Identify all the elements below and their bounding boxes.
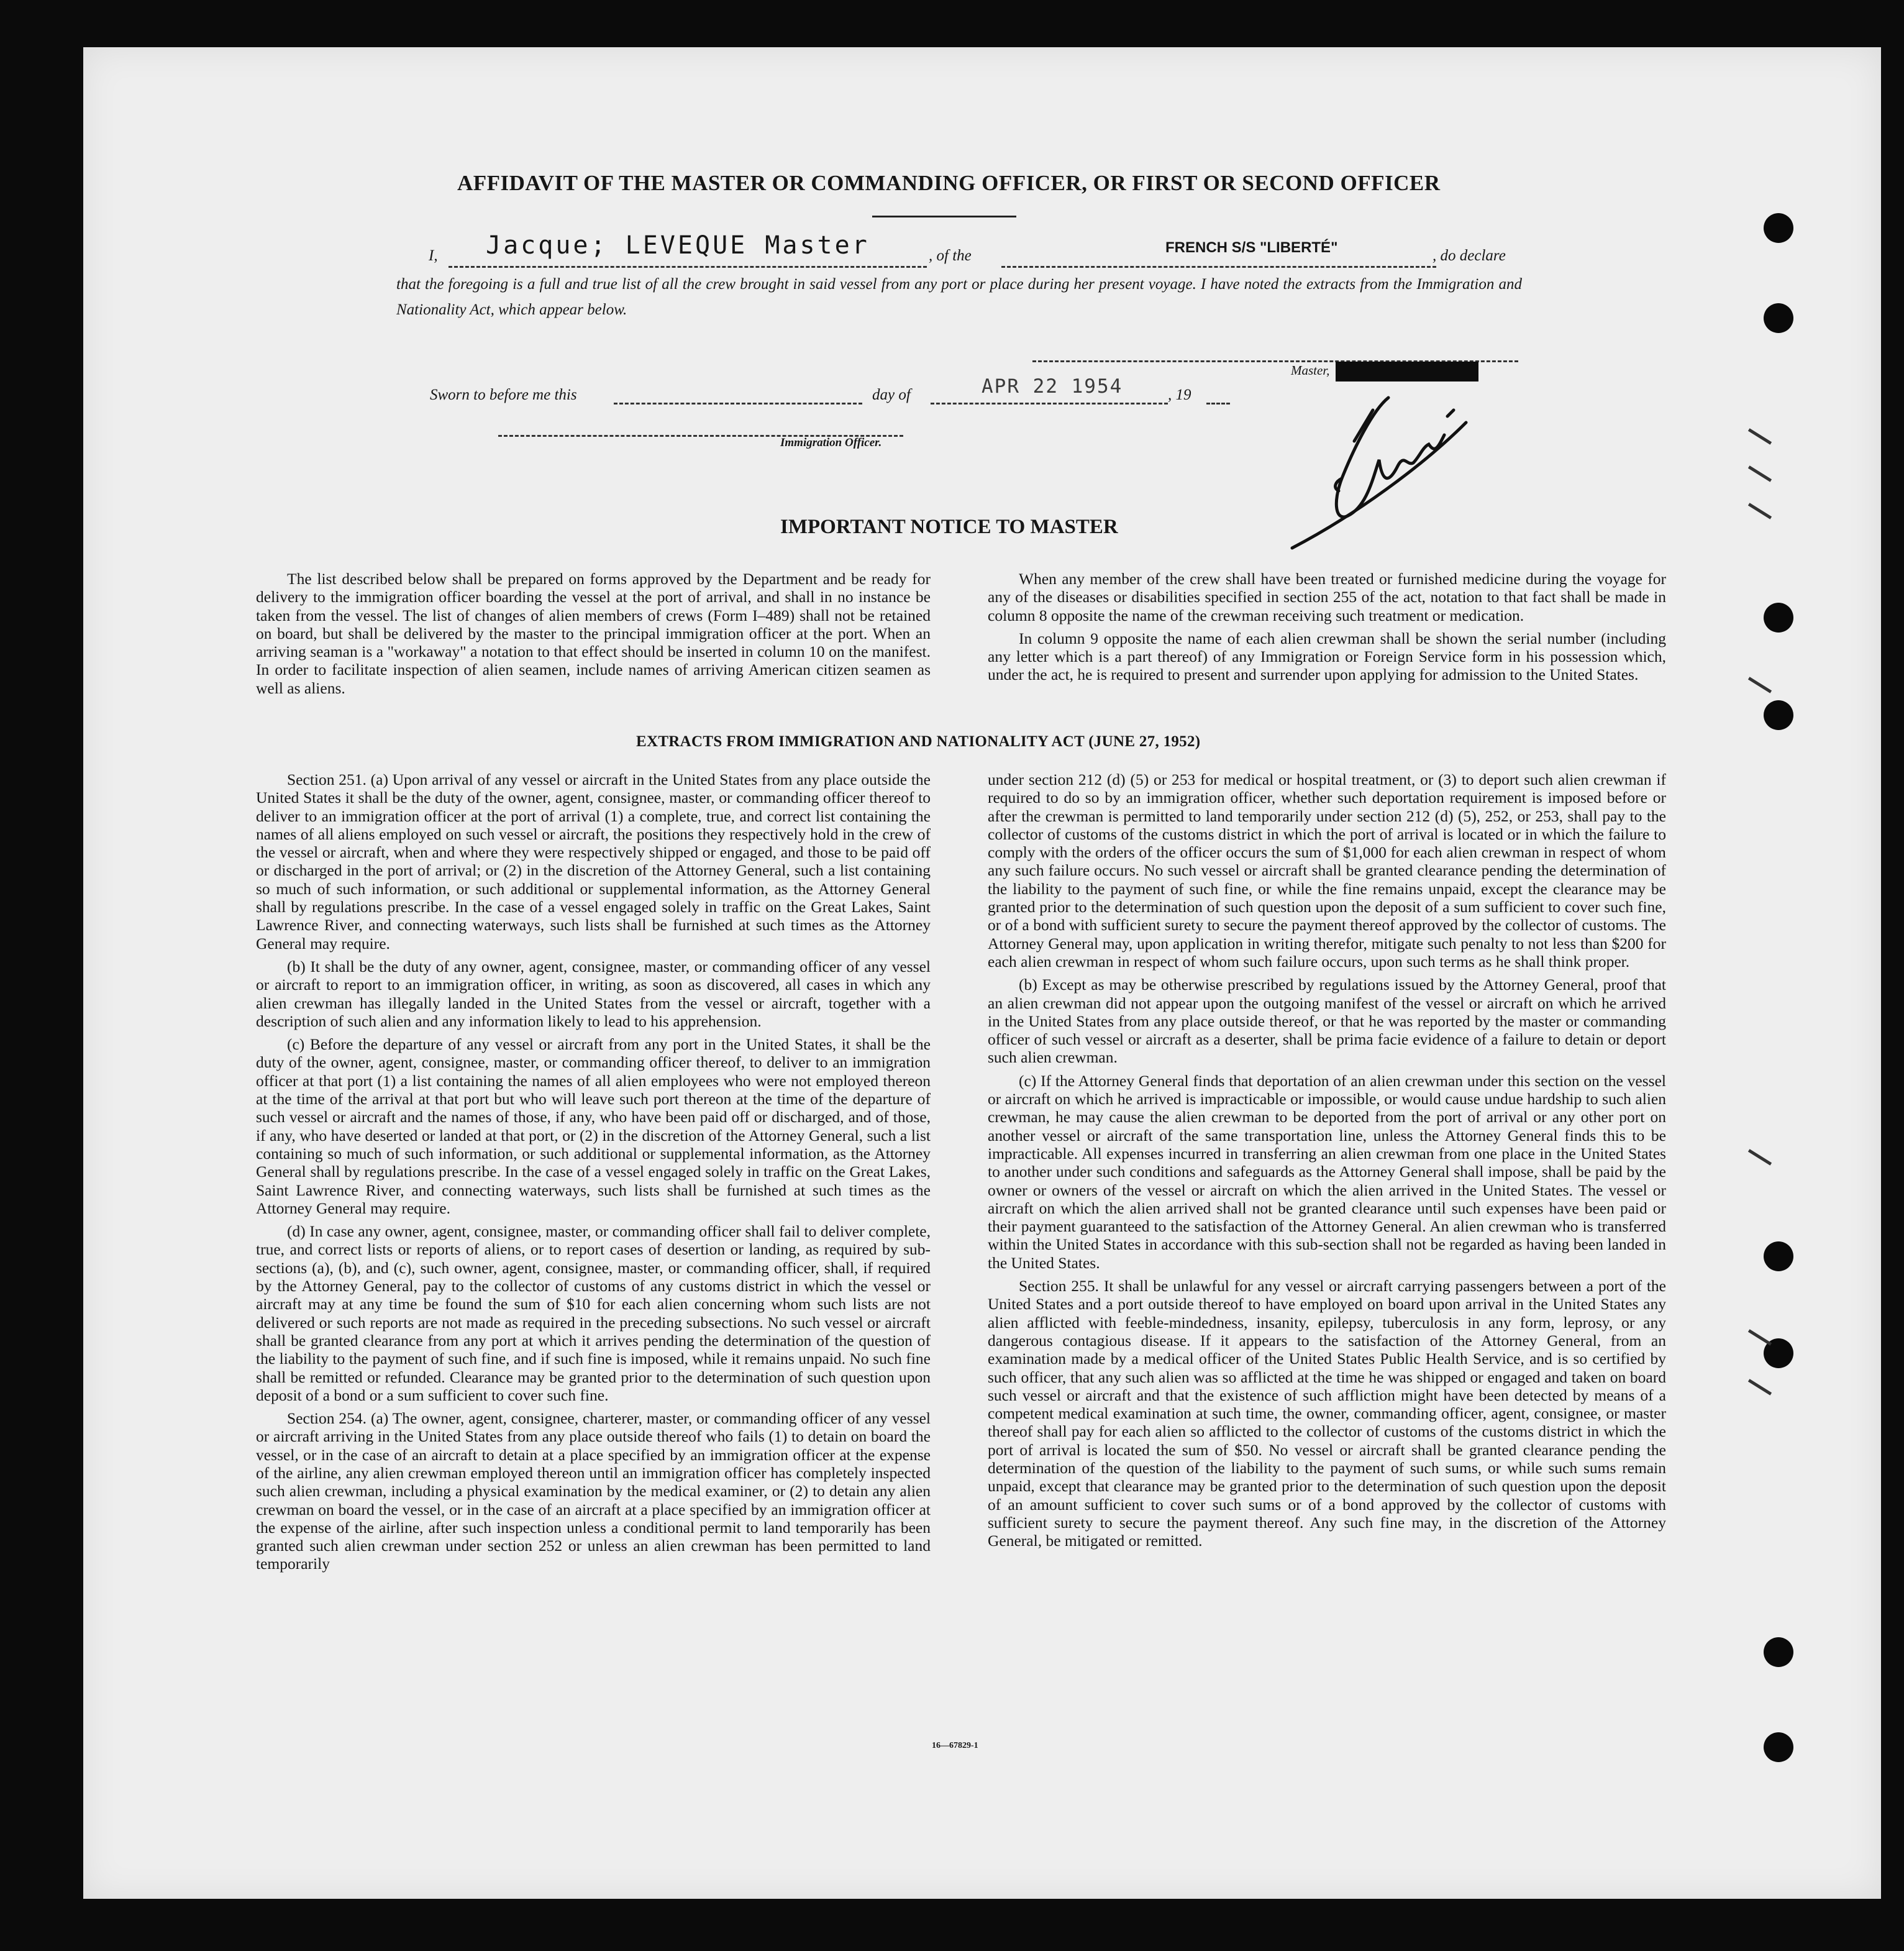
do-declare-label: , do declare (1433, 247, 1506, 264)
binder-hole (1764, 303, 1793, 333)
extract-paragraph: under section 212 (d) (5) or 253 for medical or hospital treatment, or (3) to deport such alien crewman if required to do so by an immigration officer, whether such deportation requirement is imposed before or after the crewman is permitted to land temporarily under section 212 (d) (5), 252, or 253, shall pay to the collector of customs of the customs district in which the port of arrival is located or in which the failure to comply with the orders of the officer occurs the sum of $1,000 for each alien crewman in respect of whom any such failure occurs. No such vessel or aircraft shall be granted clearance pending the determination of the liability to the payment of such fine, or while the fine remains unpaid, except the clearance may be granted prior to the determination of such question upon the deposit of a sum sufficient to cover such fine, or of a bond with sufficient surety to secure the payment thereof approved by the collector of customs. The Attorney General may, upon application in writing therefor, mitigate such penalty to not less than $200 for each alien crewman in respect of whom such failure occurs, upon such terms as he shall think proper. (988, 770, 1666, 971)
notice-left-column (256, 570, 931, 702)
declaration-prefix: I, (429, 247, 438, 264)
extract-paragraph: (b) Except as may be otherwise prescribed by regulations issued by the Attorney General, proof that an alien crewman did not appear upon the outgoing manifest of the vessel or aircraft on which he arrived in the United States from any place outside thereof, or that he was reported by the master or commanding officer of such vessel or aircraft as a deserter, shall be prima facie evidence of a failure to detain or deport such alien crewman. (988, 976, 1666, 1067)
heading-rule (872, 216, 1016, 217)
extract-paragraph: (c) If the Attorney General finds that deportation of an alien crewman under this section on the vessel or aircraft on which he arrived is impracticable or impossible, or would cause undue hardship to such alien crewman, he may cause the alien crewman to be deported from the port of arrival or any other port on another vessel or aircraft of the same transportation line, unless the Attorney General finds this to be impracticable. All expenses incurred in transferring an alien crewman from one place in the United States to another under such conditions and safeguards as the Attorney General shall impose, shall be paid by the owner or owners of the vessel or aircraft on which the alien arrived in the United States. The vessel or aircraft on which the alien arrived shall not be granted clearance until such expenses have been paid or their payment guaranteed to the satisfaction of the Attorney General. An alien crewman who is transferred within the United States in accordance with this sub-section shall not be regarded as having been landed in the United States. (988, 1071, 1666, 1272)
extracts-title: EXTRACTS FROM IMMIGRATION AND NATIONALITY ACT (JUNE 27, 1952) (636, 733, 1201, 750)
binder-hole (1764, 700, 1793, 730)
notice-title: IMPORTANT NOTICE TO MASTER (780, 516, 1118, 538)
master-name-field: Jacque; LEVEQUE Master (486, 231, 870, 260)
month-line (931, 403, 1168, 404)
sworn-label: Sworn to before me this (430, 386, 577, 403)
name-line (449, 266, 927, 268)
binder-hole (1764, 213, 1793, 243)
year-label: , 19 (1168, 386, 1191, 403)
officer-label: Immigration Officer. (780, 436, 882, 449)
sworn-day-line (614, 403, 862, 404)
notice-right-column (988, 570, 1666, 689)
vessel-name-field: FRENCH S/S "LIBERTÉ" (1165, 239, 1338, 256)
extracts-right-column (988, 770, 1666, 1555)
extract-paragraph: Section 254. (a) The owner, agent, consignee, charterer, master, or commanding officer of any vessel or aircraft arriving in the United States from any place outside thereof who fails (1) to detain on board the vessel, or in the case of an aircraft to detain at a place specified by an immigration officer at the expense of the airline, any alien crewman employed thereon until an immigration officer has completely inspected such alien crewman, including a physical examination by the medical examiner, or (2) to detain any alien crewman on board the vessel, or in the case of an aircraft at a place specified by an immigration officer at the expense of the airline, after such inspection unless a conditional permit to land temporarily has been granted such alien crewman under section 252 or unless an alien crewman has been permitted to land temporarily (256, 1409, 931, 1573)
day-of-label: day of (872, 386, 911, 403)
master-label: Master, (1291, 363, 1330, 378)
notice-paragraph: When any member of the crew shall have been treated or furnished medicine during the voyage for any of the diseases or disabilities specified in section 255 of the act, notation to that fact shall be made in column 8 opposite the name of the crewman receiving such treatment or medication. (988, 570, 1666, 624)
declaration-text: that the foregoing is a full and true list of all the crew brought in said vessel from any port or place during her present voyage. I have noted the extracts from the Immigration and Nationality Act, which appear below. (396, 276, 1522, 318)
binder-hole (1764, 603, 1793, 633)
binder-hole (1764, 1637, 1793, 1667)
binder-hole (1764, 1732, 1793, 1762)
extract-paragraph: Section 255. It shall be unlawful for any vessel or aircraft carrying passengers between a port of the United States and a port outside thereof to have employed on board upon arrival in the United States any alien afflicted with feeble-mindedness, insanity, epilepsy, tuberculosis in any form, leprosy, or any dangerous contagious disease. If it appears to the satisfaction of the Attorney General, from an examination made by a medical officer of the United States Public Health Service, and is so certified by such officer, that any such alien was so afflicted at the time he was shipped or engaged and taken on board such vessel or aircraft and that the existence of such affliction might have been detected by means of a competent medical examination at such time, the owner, commanding officer, agent, consignee, or master thereof shall pay for each alien so afflicted to the collector of customs of the customs district in which the port of arrival is located the sum of $50. No vessel or aircraft shall be granted clearance pending the determination of the question of the liability to the payment of such sums, or while such sums remain unpaid, except that clearance may be granted prior to the determination of such question upon the deposit of an amount sufficient to cover such sums or of a bond approved by the collector of customs with sufficient surety to secure the payment thereof. Any such fine may, in the discretion of the Attorney General, be mitigated or remitted. (988, 1277, 1666, 1550)
date-stamp: APR 22 1954 (982, 375, 1123, 398)
notice-paragraph: In column 9 opposite the name of each alien crewman shall be shown the serial number (including any letter which is a part thereof) of any Immigration or Foreign Service form in his possession which, under the act, he is required to present and surrender upon applying for admission to the United States. (988, 629, 1666, 684)
extract-paragraph: Section 251. (a) Upon arrival of any vessel or aircraft in the United States from any place outside the United States it shall be the duty of the owner, agent, consignee, master, or commanding officer thereof to deliver to an immigration officer at the port of arrival (1) a complete, true, and correct list containing the names of all aliens employed on such vessel or aircraft, the positions they respectively hold in the crew of the vessel or aircraft, when and where they were respectively shipped or engaged, and those to be paid off or discharged in the port of arrival; or (2) in the discretion of the Attorney General, such a list containing so much of such information, or such additional or supplemental information, as the Attorney General shall by regulations prescribe. In the case of a vessel engaged solely in traffic on the Great Lakes, Saint Lawrence River, and connecting waterways, such lists shall be furnished at such times as the Attorney General may require. (256, 770, 931, 953)
master-signature (1280, 373, 1485, 559)
form-heading: AFFIDAVIT OF THE MASTER OR COMMANDING OFFICER, OR FIRST OR SECOND OFFICER (457, 171, 1441, 195)
of-the-label: , of the (929, 247, 972, 264)
year-line (1206, 403, 1230, 404)
extracts-left-column (256, 770, 931, 1578)
extract-paragraph: (c) Before the departure of any vessel or aircraft from any port in the United States, it shall be the duty of the owner, agent, consignee, master, or commanding officer thereof, to deliver to an immigration officer at that port (1) a list containing the names of all alien employees who were not employed thereon at the time of the arrival at that port but who will leave such port thereon at the time of the departure of such vessel or aircraft and the names of those, if any, who have been paid off or discharged, and of those, if any, who have deserted or landed at that port, or (2) in the discretion of the Attorney General, such a list containing so much of such information, or such additional or supplemental information, as the Attorney General shall by regulations prescribe. In the case of a vessel engaged solely in traffic on the Great Lakes, Saint Lawrence River, and connecting waterways, such lists shall be furnished at such times as the Attorney General may require. (256, 1035, 931, 1217)
vessel-line (1001, 266, 1436, 268)
extract-paragraph: (b) It shall be the duty of any owner, agent, consignee, master, or commanding officer of any vessel or aircraft to report to an immigration officer, in writing, as soon as discovered, all cases in which any alien crewman has illegally landed in the United States from the vessel or aircraft, together with a description of such alien and any information likely to lead to his apprehension. (256, 957, 931, 1030)
binder-hole (1764, 1241, 1793, 1271)
form-number: 16—67829-1 (932, 1741, 978, 1750)
notice-paragraph: The list described below shall be prepared on forms approved by the Department and be ready for delivery to the immigration officer boarding the vessel at the port of arrival, and shall in no instance be taken from the vessel. The list of changes of alien members of crews (Form I–489) shall not be retained on board, but shall be delivered by the master to the principal immigration officer at the port. When an arriving seaman is a "workaway" a notation to that effect should be inserted in column 10 on the manifest. In order to facilitate inspection of alien seamen, include names of arriving American citizen seamen as well as aliens. (256, 570, 931, 697)
extract-paragraph: (d) In case any owner, agent, consignee, master, or commanding officer shall fail to deliver complete, true, and correct lists or reports of aliens, or to report cases of desertion or landing, as required by sub-sections (a), (b), and (c), such owner, agent, consignee, master, or commanding officer, shall, if required by the Attorney General, pay to the collector of customs of any customs district in which the vessel or aircraft may at any time be found the sum of $10 for each alien concerning whom such lists are not delivered or such reports are not made as required in the preceding subsections. No such vessel or aircraft shall be granted clearance from any port at which it arrives pending the determination of the question of the liability to the payment of such fine, and if such fine is imposed, while it remains unpaid. No such fine shall be remitted or refunded. Clearance may be granted prior to the determination of such question upon deposit of a bond or a sum sufficient to cover such fine. (256, 1222, 931, 1404)
